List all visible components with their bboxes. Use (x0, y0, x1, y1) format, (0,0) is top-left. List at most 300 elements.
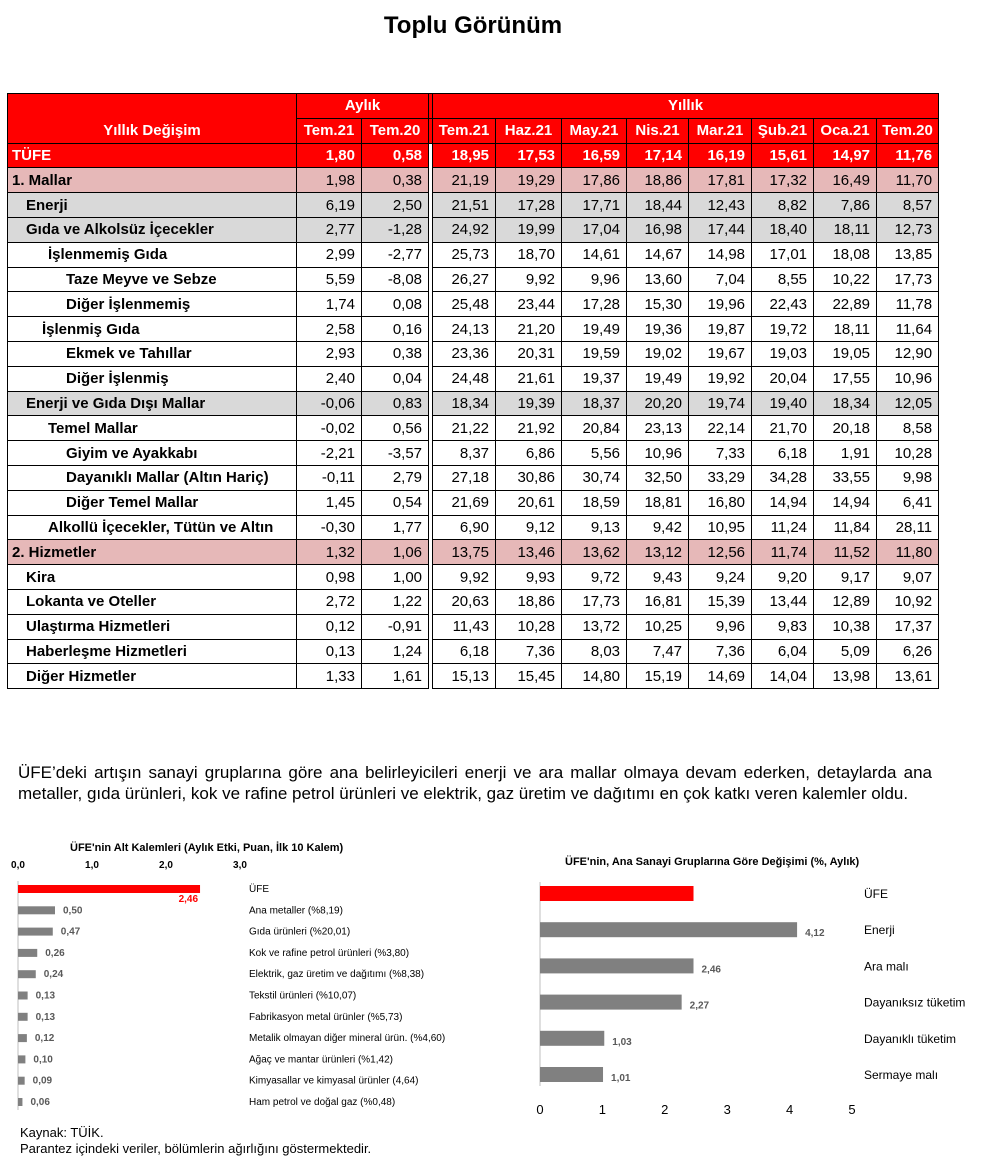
table-cell: 25,73 (433, 242, 496, 267)
column-header: May.21 (562, 118, 627, 143)
table-cell: -0,06 (297, 391, 362, 416)
table-cell: 1,32 (297, 540, 362, 565)
table-row (8, 193, 939, 218)
data-label: 0,06 (30, 1097, 50, 1108)
table-cell: 6,41 (877, 490, 939, 515)
table-cell: 15,19 (627, 664, 689, 689)
bar (540, 958, 694, 973)
table-cell: 1,00 (362, 565, 429, 590)
category-label: Ara malı (864, 959, 909, 974)
table-cell: 9,83 (752, 614, 814, 639)
table-cell: 10,96 (627, 441, 689, 466)
table-cell: 0,98 (297, 565, 362, 590)
table-cell: 17,86 (562, 168, 627, 193)
table-cell: 21,19 (433, 168, 496, 193)
table-cell: 17,37 (877, 614, 939, 639)
table-cell: 22,89 (814, 292, 877, 317)
table-cell: -0,91 (362, 614, 429, 639)
table-row (8, 515, 939, 540)
table-row (8, 614, 939, 639)
table-cell: 14,94 (814, 490, 877, 515)
table-row (8, 168, 939, 193)
table-cell: 23,13 (627, 416, 689, 441)
table-cell: 11,24 (752, 515, 814, 540)
table-cell: 14,97 (814, 143, 877, 168)
row-label: Temel Mallar (8, 416, 297, 441)
table-row (8, 217, 939, 242)
table-cell: 6,90 (433, 515, 496, 540)
row-label: 1. Mallar (8, 168, 297, 193)
table-cell: 34,28 (752, 465, 814, 490)
row-label: Kira (8, 565, 297, 590)
data-label: 1,01 (611, 1073, 631, 1084)
table-cell: 19,40 (752, 391, 814, 416)
table-cell: 24,48 (433, 366, 496, 391)
x-tick-label: 1,0 (85, 860, 99, 871)
table-cell: 18,86 (496, 589, 562, 614)
table-cell: 1,80 (297, 143, 362, 168)
data-label: 0,26 (45, 947, 65, 959)
table-cell: 10,28 (877, 441, 939, 466)
table-cell: 8,58 (877, 416, 939, 441)
table-cell: 8,55 (752, 267, 814, 292)
table-cell: 7,04 (689, 267, 752, 292)
chart2-title: ÜFE'nin, Ana Sanayi Gruplarına Göre Değişimi (%, Aylık) (565, 856, 860, 868)
table-cell: 6,04 (752, 639, 814, 664)
row-label: İşlenmemiş Gıda (8, 242, 297, 267)
table-cell: 19,92 (689, 366, 752, 391)
table-cell: 18,11 (814, 317, 877, 342)
table-cell: 0,38 (362, 168, 429, 193)
table-cell: 18,11 (814, 217, 877, 242)
category-label: Elektrik, gaz üretim ve dağıtımı (%8,38) (249, 969, 425, 981)
header-monthly-group: Aylık (297, 94, 429, 119)
data-label: 1,03 (612, 1036, 632, 1048)
table-cell: 6,19 (297, 193, 362, 218)
table-cell: 0,56 (362, 416, 429, 441)
category-label: Kimyasallar ve kimyasal ürünler (4,64) (249, 1075, 419, 1087)
table-cell: 14,67 (627, 242, 689, 267)
table-cell: 12,05 (877, 391, 939, 416)
table-cell: 11,64 (877, 317, 939, 342)
category-label: Sermaye malı (864, 1068, 939, 1082)
table-cell: 19,72 (752, 317, 814, 342)
category-label: ÜFE (249, 884, 269, 895)
table-cell: 19,29 (496, 168, 562, 193)
table-row (8, 317, 939, 342)
bar (18, 1013, 28, 1021)
data-label: 0,13 (35, 1011, 56, 1023)
table-cell: 2,93 (297, 341, 362, 366)
table-cell: 12,73 (877, 217, 939, 242)
table-cell: 18,86 (627, 168, 689, 193)
table-cell: 0,16 (362, 317, 429, 342)
column-header: Haz.21 (496, 118, 562, 143)
header-spacer (8, 94, 297, 119)
page-title: Toplu Görünüm (383, 12, 563, 39)
bar (540, 886, 694, 901)
table-cell: 11,84 (814, 515, 877, 540)
category-label: Metalik olmayan diğer mineral ürün. (%4,60) (249, 1033, 446, 1045)
table-cell: 21,69 (433, 490, 496, 515)
table-cell: 18,95 (433, 143, 496, 168)
source-line: Kaynak: TÜİK. (20, 1125, 104, 1140)
table-cell: 18,34 (433, 391, 496, 416)
table-cell: 18,59 (562, 490, 627, 515)
table-cell: 18,70 (496, 242, 562, 267)
table-cell: 5,09 (814, 639, 877, 664)
table-cell: 15,13 (433, 664, 496, 689)
table-cell: 18,40 (752, 217, 814, 242)
table-cell: 6,18 (752, 441, 814, 466)
column-header: Tem.21 (433, 118, 496, 143)
table-cell: 16,80 (689, 490, 752, 515)
table-cell: 10,28 (496, 614, 562, 639)
table-cell: 19,87 (689, 317, 752, 342)
x-tick-label: 2,0 (159, 860, 173, 871)
data-label: 0,24 (43, 969, 64, 981)
table-cell: 20,31 (496, 341, 562, 366)
table-cell: 14,69 (689, 664, 752, 689)
table-cell: 1,61 (362, 664, 429, 689)
table-cell: 8,03 (562, 639, 627, 664)
table-cell: 7,86 (814, 193, 877, 218)
table-cell: 19,02 (627, 341, 689, 366)
category-label: Enerji (864, 923, 895, 938)
table-cell: 11,76 (877, 143, 939, 168)
row-label: Gıda ve Alkolsüz İçecekler (8, 217, 297, 242)
column-header: Tem.21 (297, 118, 362, 143)
x-tick-label: 0 (536, 1102, 544, 1117)
column-header: Mar.21 (689, 118, 752, 143)
table-cell: 16,49 (814, 168, 877, 193)
header-label: Yıllık Değişim (8, 118, 297, 143)
table-cell: 13,60 (627, 267, 689, 292)
category-label: Ana metaller (%8,19) (249, 905, 343, 917)
x-tick-label: 2 (661, 1102, 669, 1117)
table-row (8, 242, 939, 267)
table-cell: 17,32 (752, 168, 814, 193)
data-label: 2,27 (689, 1000, 710, 1012)
table-cell: 8,57 (877, 193, 939, 218)
table-cell: 7,33 (689, 441, 752, 466)
table-cell: 9,93 (496, 565, 562, 590)
table-cell: 16,81 (627, 589, 689, 614)
bar (18, 928, 53, 936)
bar (18, 949, 37, 957)
table-cell: 33,29 (689, 465, 752, 490)
table-cell: 9,12 (496, 515, 562, 540)
table-cell: 19,74 (689, 391, 752, 416)
table-cell: 17,04 (562, 217, 627, 242)
table-cell: 20,63 (433, 589, 496, 614)
column-header: Oca.21 (814, 118, 877, 143)
table-cell: 24,92 (433, 217, 496, 242)
table-cell: 19,99 (496, 217, 562, 242)
table-cell: 14,61 (562, 242, 627, 267)
table-row (8, 540, 939, 565)
data-label: 2,46 (672, 889, 692, 900)
row-label: Taze Meyve ve Sebze (8, 267, 297, 292)
table-cell: 9,07 (877, 565, 939, 590)
table-cell: 17,01 (752, 242, 814, 267)
table-cell: 17,81 (689, 168, 752, 193)
category-label: ÜFE (864, 887, 888, 901)
table-cell: 15,61 (752, 143, 814, 168)
bar (18, 1077, 25, 1085)
table-cell: -0,02 (297, 416, 362, 441)
table-cell: 9,72 (562, 565, 627, 590)
table-cell: -0,30 (297, 515, 362, 540)
table-cell: 13,61 (877, 664, 939, 689)
category-label: Ham petrol ve doğal gaz (%0,48) (249, 1097, 396, 1108)
table-cell: 9,96 (562, 267, 627, 292)
data-label: 0,10 (33, 1054, 53, 1066)
row-label: Diğer İşlenmiş (8, 366, 297, 391)
table-row (8, 490, 939, 515)
row-label: İşlenmiş Gıda (8, 317, 297, 342)
table-cell: 1,33 (297, 664, 362, 689)
data-label: 2,46 (701, 964, 721, 976)
table-cell: 22,43 (752, 292, 814, 317)
column-header: Şub.21 (752, 118, 814, 143)
table-cell: 2,50 (362, 193, 429, 218)
table-cell: 23,36 (433, 341, 496, 366)
x-tick-label: 4 (785, 1102, 794, 1117)
table-cell: 21,70 (752, 416, 814, 441)
table-cell: 19,49 (627, 366, 689, 391)
table-cell: 13,12 (627, 540, 689, 565)
table-cell: 18,44 (627, 193, 689, 218)
table-cell: 30,86 (496, 465, 562, 490)
table-cell: 16,59 (562, 143, 627, 168)
table-cell: 0,54 (362, 490, 429, 515)
bar (540, 1031, 604, 1046)
table-cell: 11,74 (752, 540, 814, 565)
table-cell: 1,77 (362, 515, 429, 540)
column-header: Tem.20 (362, 118, 429, 143)
table-row (8, 664, 939, 689)
chart-ppi-groups (521, 862, 991, 1130)
table-cell: 13,85 (877, 242, 939, 267)
table-row (8, 292, 939, 317)
category-label: Gıda ürünleri (%20,01) (249, 926, 351, 938)
table-row (8, 143, 939, 168)
table-cell: 11,43 (433, 614, 496, 639)
summary-paragraph: ÜFE’deki artışın sanayi gruplarına göre ana belirleyicileri enerji ve ara mallar olmaya devam ederken, detaylarda ana metaller, gıda ürünleri, kok ve rafine petrol ürünleri ve elektrik, gaz üretim ve dağıtımı en çok katkı veren kalemler oldu. (18, 763, 932, 803)
table-cell: 32,50 (627, 465, 689, 490)
table-cell: 27,18 (433, 465, 496, 490)
table-cell: 12,56 (689, 540, 752, 565)
table-cell: 6,18 (433, 639, 496, 664)
table-cell: 0,83 (362, 391, 429, 416)
table-cell: 13,72 (562, 614, 627, 639)
table-cell: 13,46 (496, 540, 562, 565)
table-cell: 17,28 (562, 292, 627, 317)
bar (18, 1098, 22, 1106)
table-cell: -0,11 (297, 465, 362, 490)
table-cell: 18,37 (562, 391, 627, 416)
category-label: Kok ve rafine petrol ürünleri (%3,80) (249, 947, 410, 959)
table-cell: 0,58 (362, 143, 429, 168)
table-cell: 17,73 (562, 589, 627, 614)
data-label: 0,13 (35, 990, 56, 1002)
table-cell: 11,70 (877, 168, 939, 193)
table-cell: 10,95 (689, 515, 752, 540)
bar (18, 992, 28, 1000)
row-label: 2. Hizmetler (8, 540, 297, 565)
table-cell: 6,86 (496, 441, 562, 466)
table-cell: 13,75 (433, 540, 496, 565)
table-cell: 6,26 (877, 639, 939, 664)
table-cell: 2,58 (297, 317, 362, 342)
table-cell: 20,04 (752, 366, 814, 391)
header-yearly-group: Yıllık (433, 94, 939, 119)
data-label: 0,50 (63, 905, 83, 917)
table-cell: 16,98 (627, 217, 689, 242)
table-cell: 10,96 (877, 366, 939, 391)
table-cell: -1,28 (362, 217, 429, 242)
table-cell: 19,05 (814, 341, 877, 366)
bar (18, 1055, 25, 1063)
table-cell: 19,67 (689, 341, 752, 366)
table-cell: -2,77 (362, 242, 429, 267)
table-cell: 17,55 (814, 366, 877, 391)
table-cell: 20,20 (627, 391, 689, 416)
chart-ppi-subitems (0, 855, 480, 1130)
table-cell: 15,45 (496, 664, 562, 689)
table-cell: 15,30 (627, 292, 689, 317)
table-cell: 1,45 (297, 490, 362, 515)
data-label: 4,12 (805, 928, 825, 940)
bar (18, 970, 36, 978)
table-cell: 14,98 (689, 242, 752, 267)
bar (18, 1034, 27, 1042)
table-cell: 24,13 (433, 317, 496, 342)
table-cell: 23,44 (496, 292, 562, 317)
bar (540, 995, 682, 1010)
source-note (20, 1125, 371, 1157)
table-cell: 20,18 (814, 416, 877, 441)
table-cell: 0,12 (297, 614, 362, 639)
table-cell: 21,51 (433, 193, 496, 218)
row-label: Diğer İşlenmemiş (8, 292, 297, 317)
table-cell: 13,44 (752, 589, 814, 614)
table-row (8, 391, 939, 416)
table-cell: 21,22 (433, 416, 496, 441)
table-cell: 8,82 (752, 193, 814, 218)
table-cell: -8,08 (362, 267, 429, 292)
table-cell: 12,89 (814, 589, 877, 614)
table-cell: 2,40 (297, 366, 362, 391)
table-cell: 9,43 (627, 565, 689, 590)
bar (18, 885, 200, 893)
table-row (8, 441, 939, 466)
table-cell: 9,17 (814, 565, 877, 590)
table-cell: 28,11 (877, 515, 939, 540)
table-cell: 19,03 (752, 341, 814, 366)
table-cell: 10,25 (627, 614, 689, 639)
table-cell: 10,38 (814, 614, 877, 639)
row-label: Enerji (8, 193, 297, 218)
cpi-table (7, 93, 939, 689)
table-cell: 17,14 (627, 143, 689, 168)
table-cell: 19,36 (627, 317, 689, 342)
table-cell: 7,36 (689, 639, 752, 664)
table-row (8, 465, 939, 490)
table-cell: 17,71 (562, 193, 627, 218)
row-label: Diğer Hizmetler (8, 664, 297, 689)
table-cell: 9,42 (627, 515, 689, 540)
table-cell: 19,39 (496, 391, 562, 416)
x-tick-label: 5 (848, 1102, 856, 1117)
data-label: 2,46 (178, 894, 199, 905)
table-cell: 19,37 (562, 366, 627, 391)
row-label: Haberleşme Hizmetleri (8, 639, 297, 664)
table-cell: 2,79 (362, 465, 429, 490)
row-label: Ulaştırma Hizmetleri (8, 614, 297, 639)
data-label: 0,09 (32, 1075, 53, 1087)
table-cell: 8,37 (433, 441, 496, 466)
table-cell: 9,98 (877, 465, 939, 490)
table-cell: 11,78 (877, 292, 939, 317)
table-cell: 18,34 (814, 391, 877, 416)
table-cell: 21,92 (496, 416, 562, 441)
table-cell: 0,13 (297, 639, 362, 664)
table-cell: 17,53 (496, 143, 562, 168)
row-label: Diğer Temel Mallar (8, 490, 297, 515)
table-cell: 2,77 (297, 217, 362, 242)
data-label: 0,12 (34, 1033, 55, 1045)
table-cell: 18,81 (627, 490, 689, 515)
table-cell: 2,99 (297, 242, 362, 267)
table-cell: 12,43 (689, 193, 752, 218)
table-cell: 13,62 (562, 540, 627, 565)
table-row (8, 366, 939, 391)
data-label: 0,47 (60, 926, 81, 938)
table-cell: 11,80 (877, 540, 939, 565)
table-row (8, 589, 939, 614)
bar (540, 922, 797, 937)
table-cell: 30,74 (562, 465, 627, 490)
row-label: Alkollü İçecekler, Tütün ve Altın (8, 515, 297, 540)
table-cell: 9,13 (562, 515, 627, 540)
table-row (8, 639, 939, 664)
table-cell: 1,98 (297, 168, 362, 193)
table-cell: 9,20 (752, 565, 814, 590)
table-cell: 1,91 (814, 441, 877, 466)
table-cell: 1,22 (362, 589, 429, 614)
table-row (8, 267, 939, 292)
table-row (8, 341, 939, 366)
table-cell: 14,80 (562, 664, 627, 689)
table-cell: 19,49 (562, 317, 627, 342)
table-cell: 19,96 (689, 292, 752, 317)
table-cell: 18,08 (814, 242, 877, 267)
table-cell: 10,92 (877, 589, 939, 614)
column-header: Nis.21 (627, 118, 689, 143)
table-cell: 9,92 (433, 565, 496, 590)
table-cell: 9,24 (689, 565, 752, 590)
category-label: Dayanıksız tüketim (864, 995, 966, 1010)
table-cell: 20,61 (496, 490, 562, 515)
table-cell: 26,27 (433, 267, 496, 292)
x-tick-label: 3 (723, 1102, 731, 1117)
x-tick-label: 1 (598, 1102, 607, 1117)
table-row (8, 416, 939, 441)
row-label: Giyim ve Ayakkabı (8, 441, 297, 466)
table-cell: -2,21 (297, 441, 362, 466)
